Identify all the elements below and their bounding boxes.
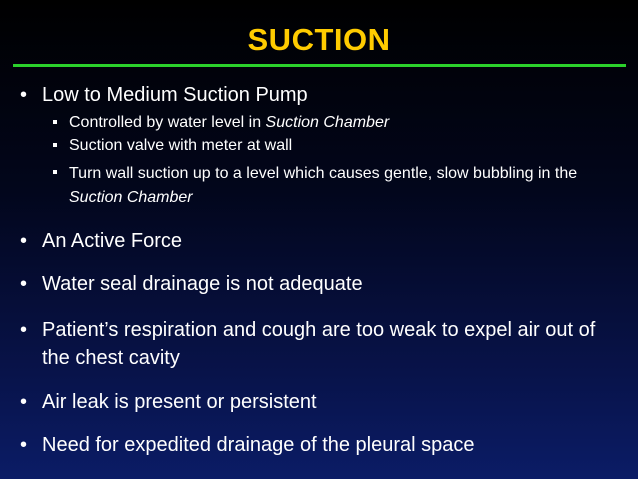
- bullet-dot-icon: •: [20, 273, 28, 295]
- bullet-dot-icon: •: [20, 391, 28, 413]
- sub-bullet-item: [53, 112, 613, 134]
- sub-bullet-emphasis: Suction Chamber: [265, 114, 390, 131]
- bullet-item: [20, 229, 620, 253]
- bullet-item: [20, 272, 620, 296]
- sub-bullet-text: Turn wall suction up to a level which causes gentle, slow bubbling in the: [69, 165, 578, 182]
- bullet-text: Water seal drainage is not adequate: [42, 273, 363, 295]
- sub-bullet-item: [53, 135, 613, 157]
- bullet-dot-icon: •: [20, 319, 28, 341]
- sub-bullet-text: Suction valve with meter at wall: [69, 137, 293, 154]
- bullet-dot-icon: •: [20, 84, 28, 106]
- square-bullet-icon: [53, 120, 57, 124]
- sub-bullet-text: Controlled by water level in: [69, 114, 266, 131]
- bullet-text: Patient’s respiration and cough are too weak to expel air out of the chest cavity: [42, 319, 596, 369]
- title-divider: [13, 64, 626, 67]
- bullet-item: [20, 390, 620, 414]
- sub-bullet-emphasis: Suction Chamber: [69, 189, 193, 206]
- sub-bullet-item: [53, 162, 613, 210]
- slide-title: SUCTION: [247, 22, 391, 57]
- bullet-text: An Active Force: [42, 230, 183, 252]
- square-bullet-icon: [53, 143, 57, 147]
- bullet-text: Air leak is present or persistent: [42, 391, 317, 413]
- bullet-text: Need for expedited drainage of the pleural space: [42, 434, 475, 456]
- bullet-text: Low to Medium Suction Pump: [42, 84, 308, 106]
- bullet-dot-icon: •: [20, 230, 28, 252]
- square-bullet-icon: [53, 170, 57, 174]
- bullet-item: [20, 83, 620, 107]
- bullet-dot-icon: •: [20, 434, 28, 456]
- bullet-item: [20, 433, 620, 457]
- bullet-item: [20, 316, 620, 372]
